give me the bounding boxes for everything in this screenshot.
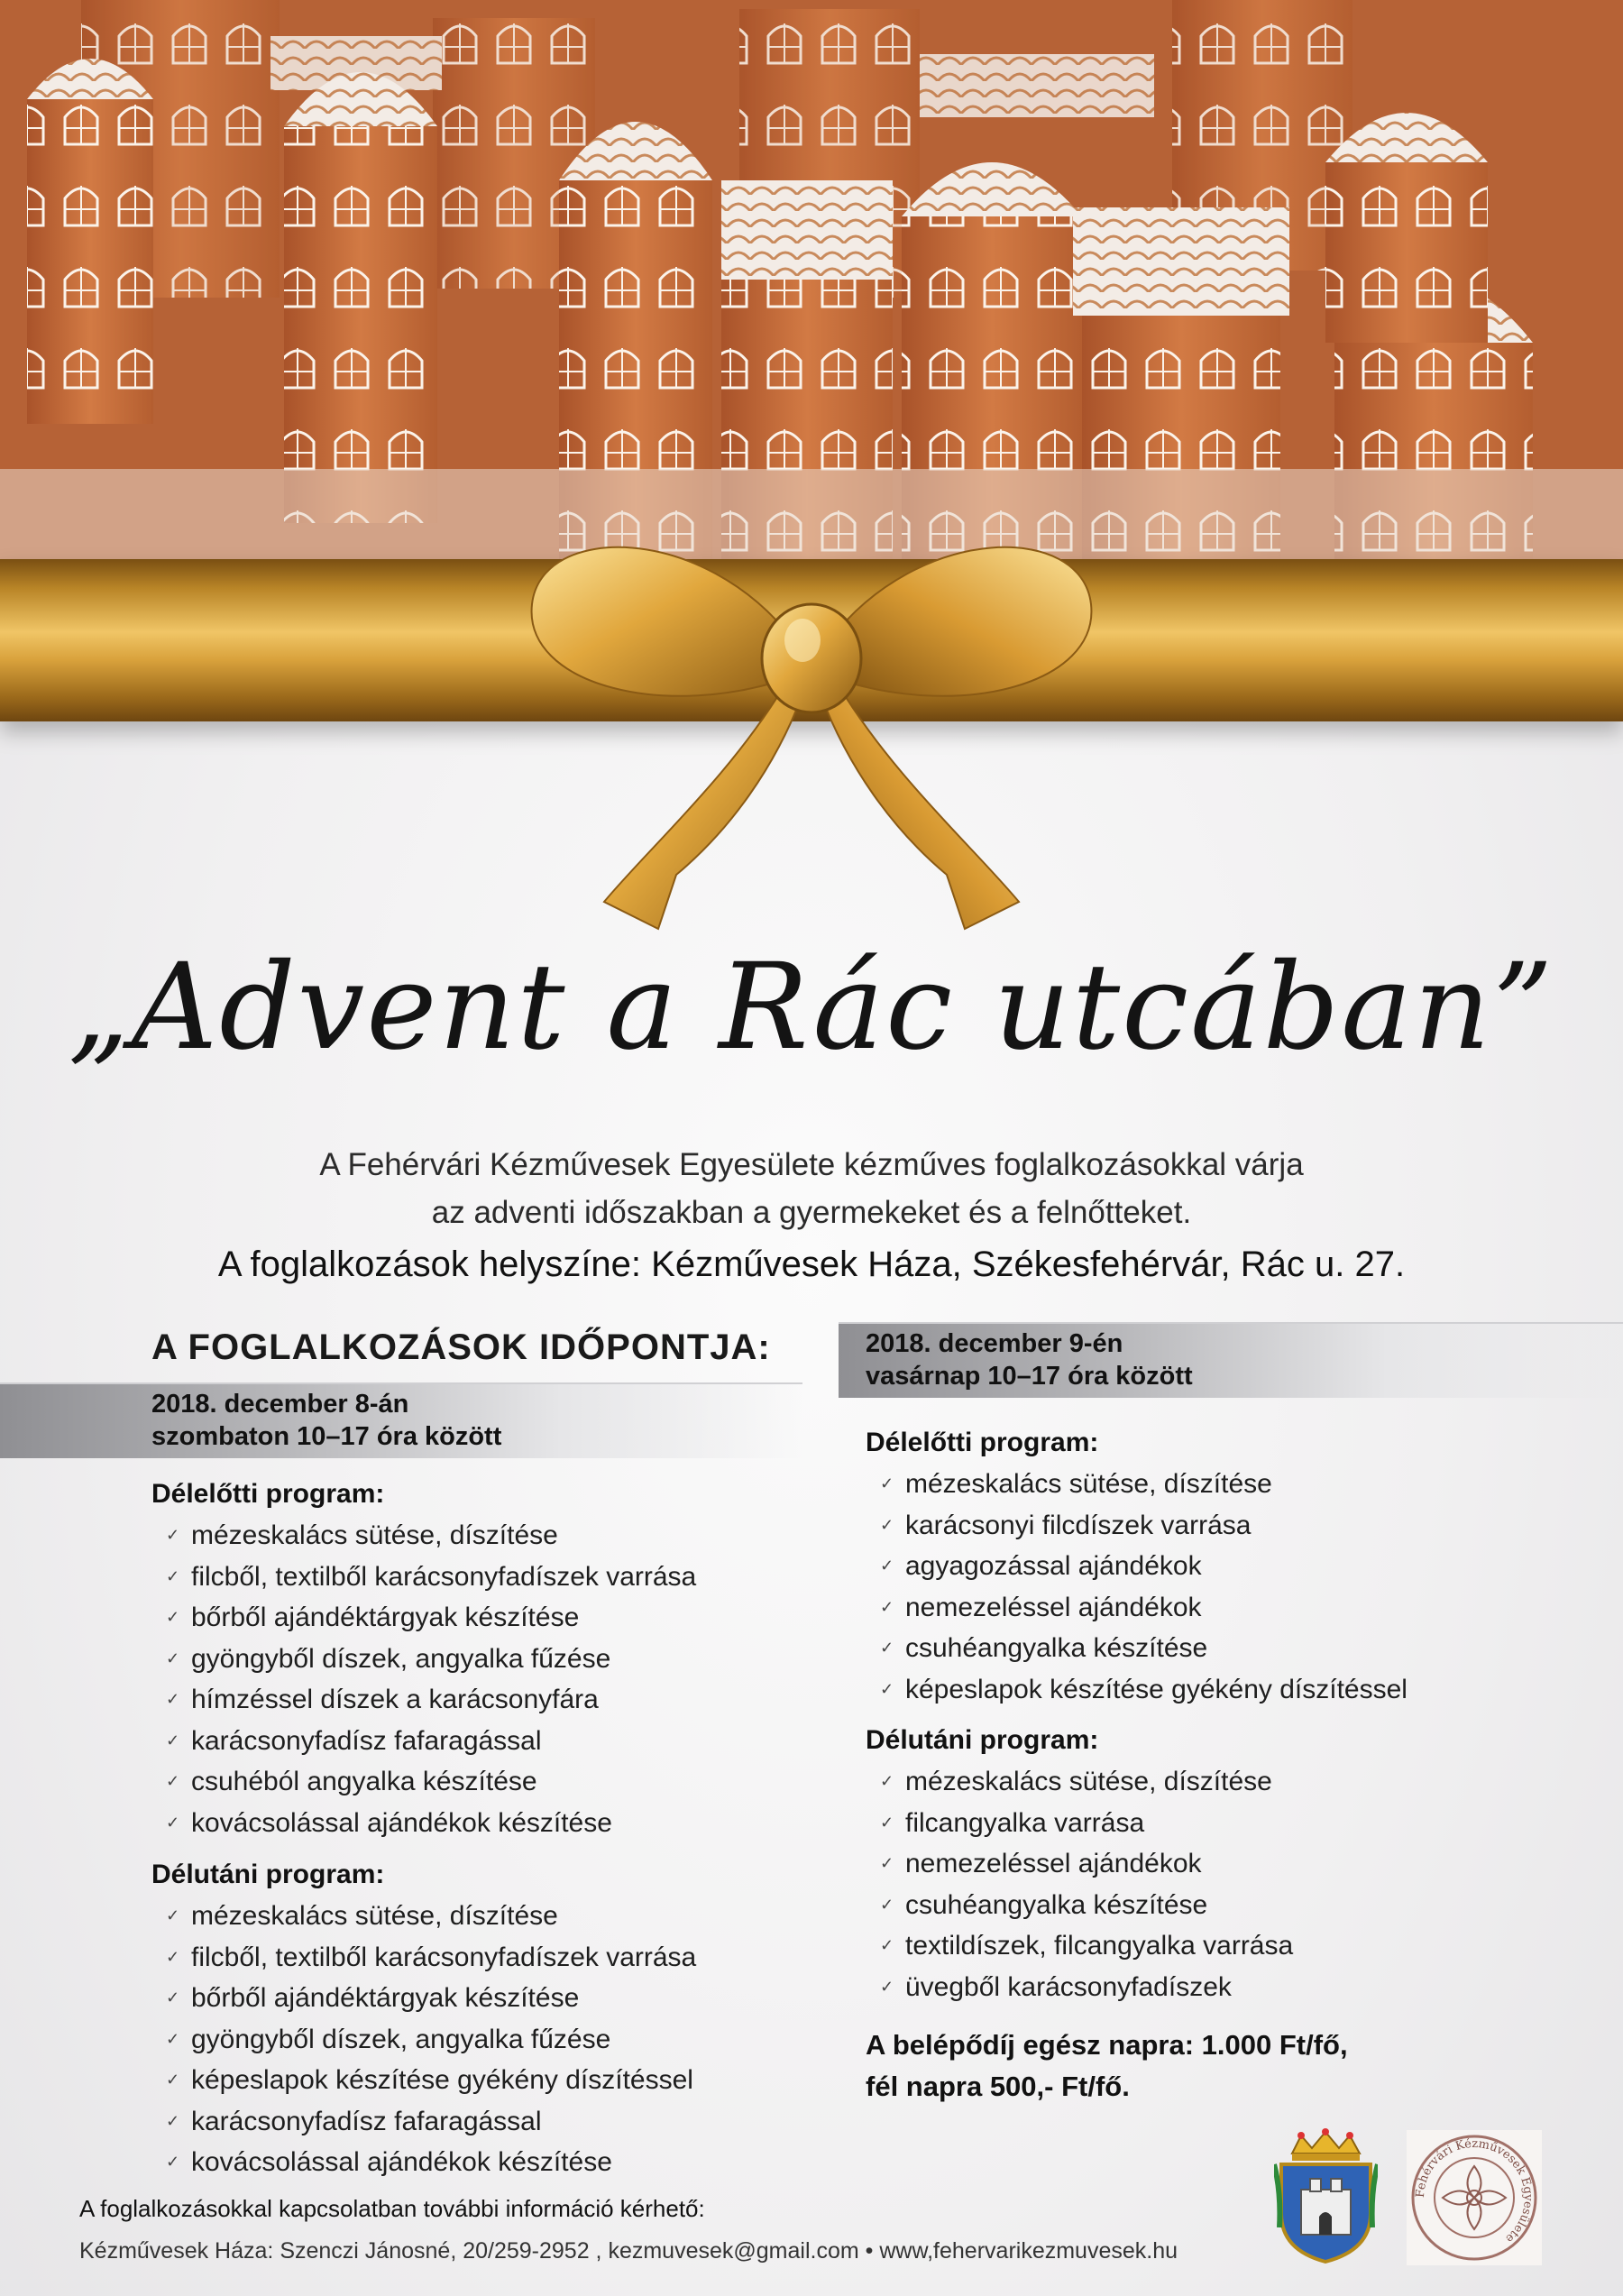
contact-title: A foglalkozásokkal kapcsolatban további információ kérhető: — [79, 2195, 705, 2222]
check-bullet-icon: ✓ — [166, 1772, 180, 1790]
check-bullet-icon: ✓ — [166, 2153, 180, 2171]
day2-date-band — [839, 1322, 1623, 1398]
day1-afternoon-list — [153, 1896, 696, 2183]
list-item: ✓ nemezeléssel ajándékok — [867, 1843, 1293, 1885]
check-bullet-icon: ✓ — [166, 1731, 180, 1750]
day2-morning-list — [867, 1464, 1408, 1710]
check-bullet-icon: ✓ — [166, 1649, 180, 1667]
list-item: ✓ hímzéssel díszek a karácsonyfára — [153, 1679, 696, 1721]
check-bullet-icon: ✓ — [166, 2029, 180, 2048]
list-item: ✓ karácsonyfadísz fafaragással — [153, 1721, 696, 1762]
list-item: ✓ bőrből ajándéktárgyak készítése — [153, 1597, 696, 1639]
list-item: ✓ gyöngyből díszek, angyalka fűzése — [153, 2019, 696, 2061]
list-item: ✓ üvegből karácsonyfadíszek — [867, 1967, 1293, 2008]
check-bullet-icon: ✓ — [166, 1608, 180, 1626]
fee-full-day: A belépődíj egész napra: 1.000 Ft/fő, — [866, 2029, 1348, 2061]
list-item: ✓ kovácsolással ajándékok készítése — [153, 2142, 696, 2183]
day2-afternoon-title: Délutáni program: — [866, 1725, 1099, 1755]
day1-time: szombaton 10–17 óra között — [151, 1422, 502, 1451]
list-item: ✓ mézeskalács sütése, díszítése — [153, 1515, 696, 1557]
list-item: ✓ mézeskalács sütése, díszítése — [153, 1896, 696, 1937]
list-item: ✓ csuhéangyalka készítése — [867, 1885, 1293, 1926]
day2-date: 2018. december 9-én — [866, 1329, 1123, 1358]
check-bullet-icon: ✓ — [880, 1977, 894, 1996]
list-item: ✓ karácsonyfadísz fafaragással — [153, 2101, 696, 2143]
day2-morning-title: Délelőtti program: — [866, 1428, 1099, 1457]
check-bullet-icon: ✓ — [166, 2111, 180, 2130]
list-item: ✓ csuhéangyalka készítése — [867, 1628, 1408, 1669]
day1-afternoon-title: Délutáni program: — [151, 1860, 385, 1889]
list-item: ✓ textildíszek, filcangyalka varrása — [867, 1925, 1293, 1967]
ribbon-bow — [505, 505, 1118, 974]
list-item: ✓ képeslapok készítése gyékény díszítéssel — [153, 2060, 696, 2101]
list-item: ✓ agyagozással ajándékok — [867, 1546, 1408, 1587]
day2-afternoon-list — [867, 1761, 1293, 2007]
check-bullet-icon: ✓ — [166, 1947, 180, 1966]
check-bullet-icon: ✓ — [880, 1679, 894, 1698]
check-bullet-icon: ✓ — [880, 1557, 894, 1575]
fee-half-day: fél napra 500,- Ft/fő. — [866, 2071, 1130, 2102]
check-bullet-icon: ✓ — [880, 1813, 894, 1832]
check-bullet-icon: ✓ — [166, 1690, 180, 1708]
list-item: ✓ bőrből ajándéktárgyak készítése — [153, 1978, 696, 2019]
list-item: ✓ mézeskalács sütése, díszítése — [867, 1464, 1408, 1505]
check-bullet-icon: ✓ — [880, 1639, 894, 1657]
association-seal — [1407, 2130, 1542, 2265]
seal-text: Fehérvári Kézművesek Egyesülete — [1413, 2136, 1536, 2245]
list-item: ✓ filcből, textilből karácsonyfadíszek varrása — [153, 1557, 696, 1598]
check-bullet-icon: ✓ — [880, 1854, 894, 1872]
intro-line-1: A Fehérvári Kézművesek Egyesülete kézműves foglalkozásokkal várja — [319, 1147, 1304, 1182]
city-crest — [1274, 2128, 1378, 2264]
list-item: ✓ mézeskalács sütése, díszítése — [867, 1761, 1293, 1803]
venue-line: A foglalkozások helyszíne: Kézművesek Háza, Székesfehérvár, Rác u. 27. — [217, 1244, 1406, 1284]
day2-time: vasárnap 10–17 óra között — [866, 1362, 1193, 1391]
list-item: ✓ filcangyalka varrása — [867, 1803, 1293, 1844]
check-bullet-icon: ✓ — [166, 2071, 180, 2089]
poster-title: „Advent a Rác utcában” — [68, 938, 1555, 1077]
list-item: ✓ képeslapok készítése gyékény díszítéssel — [867, 1669, 1408, 1711]
list-item: ✓ karácsonyi filcdíszek varrása — [867, 1505, 1408, 1547]
check-bullet-icon: ✓ — [166, 1566, 180, 1585]
check-bullet-icon: ✓ — [880, 1515, 894, 1534]
check-bullet-icon: ✓ — [880, 1597, 894, 1616]
list-item: ✓ csuhéból angyalka készítése — [153, 1761, 696, 1803]
check-bullet-icon: ✓ — [880, 1895, 894, 1914]
intro-line-2: az adventi időszakban a gyermekeket és a felnőtteket. — [431, 1195, 1192, 1230]
day1-morning-list — [153, 1515, 696, 1843]
check-bullet-icon: ✓ — [880, 1936, 894, 1954]
day1-morning-title: Délelőtti program: — [151, 1479, 385, 1509]
check-bullet-icon: ✓ — [880, 1474, 894, 1492]
contact-details: Kézművesek Háza: Szenczi Jánosné, 20/259-2952 , kezmuvesek@gmail.com • www,fehervarikezmuvesek.hu — [79, 2238, 1178, 2264]
list-item: ✓ nemezeléssel ajándékok — [867, 1587, 1408, 1629]
schedule-heading: A FOGLALKOZÁSOK IDŐPONTJA: — [151, 1327, 771, 1367]
check-bullet-icon: ✓ — [166, 1906, 180, 1924]
list-item: ✓ gyöngyből díszek, angyalka fűzése — [153, 1639, 696, 1680]
day1-date-band — [0, 1382, 802, 1458]
check-bullet-icon: ✓ — [166, 1988, 180, 2007]
check-bullet-icon: ✓ — [166, 1813, 180, 1832]
check-bullet-icon: ✓ — [166, 1526, 180, 1544]
list-item: ✓ filcből, textilből karácsonyfadíszek varrása — [153, 1937, 696, 1979]
check-bullet-icon: ✓ — [880, 1772, 894, 1790]
list-item: ✓ kovácsolással ajándékok készítése — [153, 1803, 696, 1844]
day1-date: 2018. december 8-án — [151, 1390, 409, 1419]
